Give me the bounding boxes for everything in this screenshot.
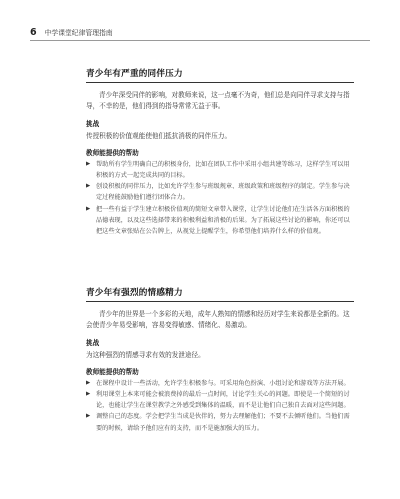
section-title: 青少年有严重的同伴压力 [86, 67, 354, 83]
triangle-bullet-icon: ▶ [86, 160, 91, 167]
list-item [86, 389, 354, 411]
challenge-text: 传授积极的价值观能使他们抵抗消极的同伴压力。 [86, 131, 232, 140]
running-header [30, 27, 370, 38]
list-item-text: 创设积极的同伴压力，比如允许学生参与班级规章、班级政策和班级程序的制定。学生参与决定过程能鼓励他们遵行团体合力。 [96, 183, 350, 202]
section-peer-pressure [86, 67, 354, 237]
list-item-text: 帮助所有学生明确自己的积极身份，比如在团队工作中采用小组共建等练习，这样学生可以用积极的方式一起完成共同的目标。 [96, 160, 350, 180]
challenge-label: 挑战 [86, 338, 100, 347]
list-item-text: 在课程中设计一些活动，允许学生积极参与。可采用角色扮演、小组讨论和游戏等方法开展。 [96, 379, 350, 387]
section-intro: 青少年深受同伴的影响，对教师来说，这一点毫不为奇，他们总是向同伴寻求支持与指导，不幸的是，他们得到的指导常常无益于事。 [86, 91, 350, 111]
book-title: 中学课堂纪律管理指南 [44, 29, 113, 37]
section-title: 青少年有强烈的情感精力 [86, 286, 354, 302]
triangle-bullet-icon: ▶ [86, 183, 91, 190]
list-item [86, 159, 354, 181]
help-label: 教师能提供的帮助 [86, 367, 139, 376]
challenge-label: 挑战 [86, 119, 100, 128]
triangle-bullet-icon: ▶ [86, 413, 91, 420]
triangle-bullet-icon: ▶ [86, 205, 91, 212]
section-emotional-energy [86, 286, 354, 434]
challenge-text: 为这种强烈的情感寻求有效的发泄途径。 [86, 350, 205, 359]
list-item-text: 把一些有益于学生建立积极价值观的简短文章带入课堂，让学生讨论他们在生活各方面积极的品德表现，以及这些选择带来的积极利益和消极的后果。为了拓展这些讨论的影响，你还可以把这些文章张贴在公告牌上，从视觉上提醒学生，你希望他们培养什么样的价值观。 [96, 205, 350, 236]
list-item [86, 181, 354, 203]
list-item-text: 利用课堂上本来可能会被浪费掉的最后一点时间，讨论学生关心的问题。即使是一个简短的讨论，也能让学生在课堂教学之外感受到集体的温暖，而不是让他们自己独自去面对这些问题。 [96, 391, 350, 410]
list-item-text: 调整自己的态度。学会把学生当成是伙伴的，努力去理解他们；不要不去倾听他们。当他们需要的时候，请给予他们应有的支持，而不是施加强大的压力。 [96, 413, 350, 432]
help-list [86, 378, 354, 434]
list-item [86, 411, 354, 433]
page-number: 6 [30, 27, 37, 38]
help-list [86, 159, 354, 237]
triangle-bullet-icon: ▶ [86, 391, 91, 398]
list-item [86, 204, 354, 238]
header-divider [30, 40, 370, 41]
help-label: 教师能提供的帮助 [86, 148, 139, 157]
triangle-bullet-icon: ▶ [86, 379, 91, 386]
list-item [86, 378, 354, 389]
section-intro: 青少年的世界是一个多彩的天地，成年人熟知的情感和经历对学生来说都是全新的。这会使青少年易受影响，容易变得敏感、情绪化、易激动。 [86, 310, 350, 330]
